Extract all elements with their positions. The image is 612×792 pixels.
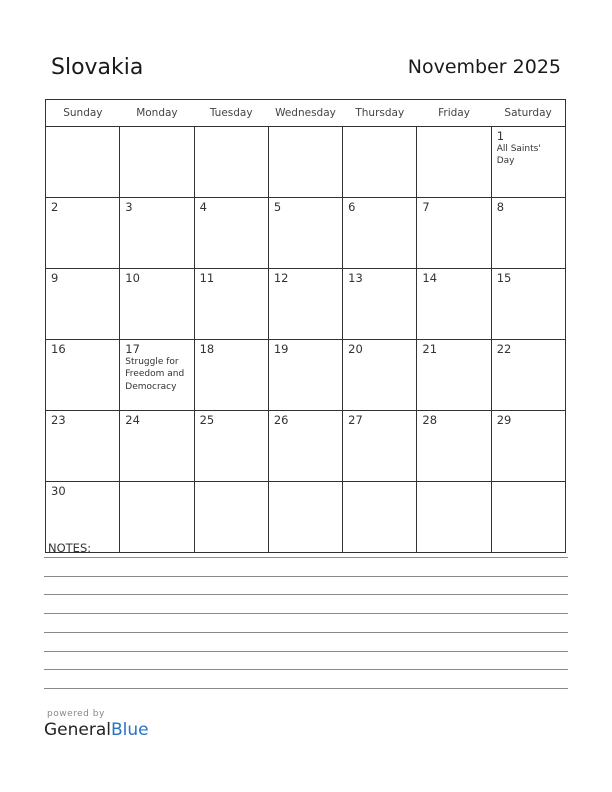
- note-line: [44, 632, 568, 633]
- day-cell-7: [417, 198, 491, 269]
- day-number: 7: [422, 200, 430, 214]
- day-cell-25: [194, 411, 268, 482]
- day-cell-6: [343, 198, 417, 269]
- empty-day-cell: [343, 482, 417, 553]
- day-cell-2: [46, 198, 120, 269]
- day-cell-12: [268, 269, 342, 340]
- day-cell-21: [417, 340, 491, 411]
- empty-day-cell: [46, 127, 120, 198]
- weekday-friday: Friday: [417, 100, 491, 127]
- day-number: 30: [51, 484, 66, 498]
- empty-day-cell: [343, 127, 417, 198]
- day-cell-14: [417, 269, 491, 340]
- day-cell-20: [343, 340, 417, 411]
- day-cell-17: [120, 340, 194, 411]
- note-line: [44, 557, 568, 558]
- day-cell-4: [194, 198, 268, 269]
- day-cell-22: [491, 340, 565, 411]
- empty-day-cell: [194, 482, 268, 553]
- day-cell-13: [343, 269, 417, 340]
- note-line: [44, 651, 568, 652]
- day-cell-5: [268, 198, 342, 269]
- day-cell-26: [268, 411, 342, 482]
- day-number: 3: [125, 200, 133, 214]
- empty-day-cell: [120, 482, 194, 553]
- week-row: [46, 411, 566, 482]
- empty-day-cell: [120, 127, 194, 198]
- day-number: 8: [496, 200, 505, 214]
- day-number: 23: [51, 413, 66, 427]
- day-number: 20: [348, 342, 363, 356]
- week-row: [46, 340, 566, 411]
- day-cell-1: [491, 127, 565, 198]
- day-number: 19: [273, 342, 289, 356]
- day-number: 11: [199, 271, 215, 285]
- day-number: 16: [51, 342, 66, 356]
- weekday-tuesday: Tuesday: [194, 100, 268, 127]
- week-row: [46, 127, 566, 198]
- day-number: 24: [125, 413, 140, 427]
- day-cell-3: [120, 198, 194, 269]
- notes-label: NOTES:: [48, 541, 92, 555]
- empty-day-cell: [491, 482, 565, 553]
- day-number: 2: [51, 200, 59, 214]
- weekday-monday: Monday: [120, 100, 194, 127]
- day-number: 21: [422, 342, 438, 356]
- day-cell-16: [46, 340, 120, 411]
- brand-general: General: [44, 720, 111, 740]
- brand-blue: Blue: [111, 720, 149, 740]
- day-number: 9: [51, 271, 59, 285]
- day-number: 5: [273, 200, 282, 214]
- day-number: 17: [125, 342, 140, 356]
- day-number: 29: [496, 413, 512, 427]
- week-row: [46, 482, 566, 553]
- empty-day-cell: [417, 482, 491, 553]
- holiday-label: Struggle for Freedom and Democracy: [125, 357, 185, 392]
- day-cell-10: [120, 269, 194, 340]
- day-cell-24: [120, 411, 194, 482]
- note-line: [44, 688, 568, 689]
- powered-by-text: powered by: [47, 709, 105, 719]
- day-cell-19: [268, 340, 342, 411]
- day-cell-9: [46, 269, 120, 340]
- holiday-label: All Saints' Day: [496, 144, 541, 167]
- day-cell-15: [491, 269, 565, 340]
- weekday-header-row: [46, 100, 566, 127]
- day-cell-28: [417, 411, 491, 482]
- day-number: 13: [348, 271, 363, 285]
- note-line: [44, 576, 568, 577]
- day-number: 1: [496, 129, 505, 143]
- day-number: 26: [273, 413, 289, 427]
- empty-day-cell: [268, 127, 342, 198]
- weekday-sunday: Sunday: [46, 100, 120, 127]
- note-line: [44, 594, 568, 595]
- week-row: [46, 269, 566, 340]
- day-number: 18: [199, 342, 215, 356]
- day-cell-18: [194, 340, 268, 411]
- day-cell-11: [194, 269, 268, 340]
- day-number: 15: [496, 271, 512, 285]
- note-line: [44, 613, 568, 614]
- day-number: 4: [199, 200, 207, 214]
- weekday-wednesday: Wednesday: [268, 100, 342, 127]
- generalblue-logo: [44, 720, 149, 740]
- day-number: 14: [422, 271, 438, 285]
- month-year-title: November 2025: [407, 56, 561, 78]
- day-number: 12: [273, 271, 289, 285]
- day-number: 22: [496, 342, 512, 356]
- day-cell-29: [491, 411, 565, 482]
- day-cell-8: [491, 198, 565, 269]
- day-number: 28: [422, 413, 438, 427]
- calendar-grid: [45, 99, 566, 553]
- day-cell-27: [343, 411, 417, 482]
- day-cell-23: [46, 411, 120, 482]
- day-number: 10: [125, 271, 140, 285]
- empty-day-cell: [268, 482, 342, 553]
- day-number: 25: [199, 413, 215, 427]
- note-line: [44, 669, 568, 670]
- weekday-thursday: Thursday: [343, 100, 417, 127]
- weekday-saturday: Saturday: [491, 100, 565, 127]
- country-title: Slovakia: [51, 55, 144, 80]
- empty-day-cell: [194, 127, 268, 198]
- week-row: [46, 198, 566, 269]
- day-number: 6: [348, 200, 356, 214]
- day-number: 27: [348, 413, 363, 427]
- empty-day-cell: [417, 127, 491, 198]
